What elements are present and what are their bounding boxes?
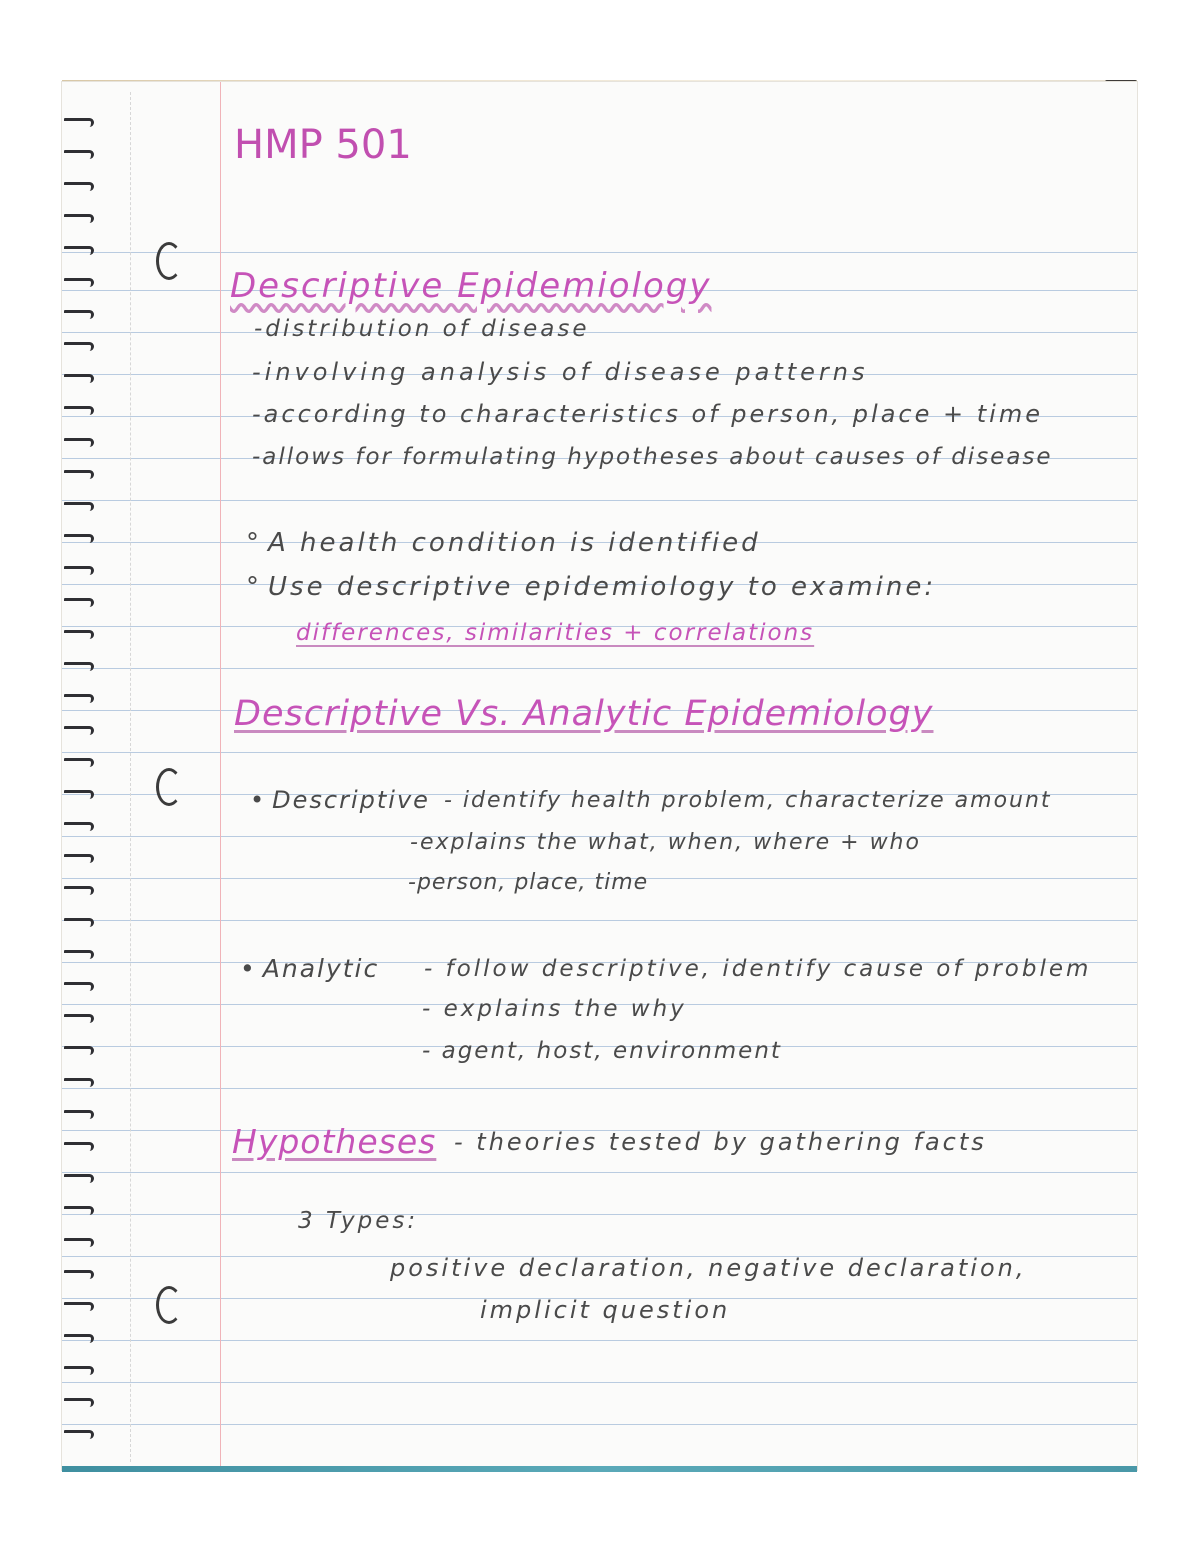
spiral-coil	[64, 438, 94, 447]
heading-descriptive-epidemiology: Descriptive Epidemiology	[230, 266, 712, 306]
bullet-text: A health condition is identified	[268, 528, 761, 558]
spiral-coil	[64, 374, 94, 383]
spiral-coil	[64, 470, 94, 479]
bullet-dot-icon: •	[240, 954, 257, 983]
spiral-coil	[64, 502, 94, 511]
spiral-coil	[64, 566, 94, 575]
spiral-coil	[64, 342, 94, 351]
ruled-line	[62, 1214, 1137, 1215]
bullet-text: Use descriptive epidemiology to examine:	[268, 572, 937, 602]
types-line-1: positive declaration, negative declaration,	[390, 1254, 1027, 1282]
line-involving: -involving analysis of disease patterns	[252, 358, 869, 386]
spiral-coil	[64, 1046, 94, 1055]
spiral-coil	[64, 182, 94, 191]
analytic-main: - follow descriptive, identify cause of problem	[424, 956, 1092, 982]
spiral-coil	[64, 950, 94, 959]
spiral-coil	[64, 1238, 94, 1247]
ruled-line	[62, 668, 1137, 669]
line-allows: -allows for formulating hypotheses about causes of disease	[252, 444, 1053, 470]
examine-items: differences, similarities + correlations	[296, 620, 815, 646]
spiral-coil	[64, 1334, 94, 1343]
ruled-line	[62, 920, 1137, 921]
page-bottom-edge	[62, 1466, 1137, 1472]
ruled-line	[62, 252, 1137, 253]
binder-hole	[156, 768, 182, 806]
hypotheses-definition: - theories tested by gathering facts	[454, 1128, 987, 1156]
spiral-coil	[64, 854, 94, 863]
heading-hypotheses: Hypotheses	[232, 1122, 437, 1161]
ruled-line	[62, 752, 1137, 753]
perforation-line	[130, 92, 131, 1462]
spiral-coil	[64, 1206, 94, 1215]
spiral-coil	[64, 1078, 94, 1087]
spiral-coil	[64, 918, 94, 927]
descriptive-main: - identify health problem, characterize amount	[444, 788, 1052, 813]
spiral-coil	[64, 598, 94, 607]
spiral-coil	[64, 886, 94, 895]
ruled-line	[62, 1424, 1137, 1425]
line-distribution: -distribution of disease	[254, 316, 590, 342]
ruled-line	[62, 1340, 1137, 1341]
spiral-coil	[64, 758, 94, 767]
line-according: -according to characteristics of person, place + time	[252, 400, 1043, 428]
spiral-coil	[64, 1110, 94, 1119]
ruled-line	[62, 500, 1137, 501]
binder-hole	[156, 242, 182, 280]
types-line-2: implicit question	[480, 1296, 731, 1324]
notebook-page	[62, 82, 1137, 1470]
ruled-line	[62, 1382, 1137, 1383]
spiral-coil	[64, 1366, 94, 1375]
spiral-coil	[64, 630, 94, 639]
spiral-coil	[64, 1430, 94, 1439]
spiral-coil	[64, 1302, 94, 1311]
spiral-coil	[64, 662, 94, 671]
bullet-circle-icon: °	[246, 572, 262, 602]
descriptive-sub-1: -explains the what, when, where + who	[410, 830, 921, 855]
spiral-coil	[64, 150, 94, 159]
spiral-coil	[64, 1174, 94, 1183]
heading-descriptive-vs-analytic: Descriptive Vs. Analytic Epidemiology	[234, 694, 934, 734]
spiral-coil	[64, 726, 94, 735]
spiral-coil	[64, 534, 94, 543]
descriptive-sub-2: -person, place, time	[408, 870, 649, 895]
spiral-coil	[64, 310, 94, 319]
spiral-coil	[64, 982, 94, 991]
bullet-use-descriptive	[246, 572, 936, 602]
ruled-line	[62, 1172, 1137, 1173]
spiral-coil	[64, 1270, 94, 1279]
descriptive-item	[250, 786, 430, 814]
spiral-coil	[64, 278, 94, 287]
spiral-coil	[64, 822, 94, 831]
descriptive-label: Descriptive	[272, 786, 430, 814]
spiral-coil	[64, 118, 94, 127]
ruled-line	[62, 1088, 1137, 1089]
bullet-health-condition	[246, 528, 761, 558]
margin-line	[220, 82, 221, 1470]
spiral-coil	[64, 246, 94, 255]
types-label: 3 Types:	[298, 1208, 419, 1234]
ruled-line	[62, 332, 1137, 333]
spiral-coil	[64, 1142, 94, 1151]
course-title: HMP 501	[234, 122, 412, 168]
spiral-coil	[64, 214, 94, 223]
bullet-dot-icon: •	[250, 786, 267, 814]
bullet-circle-icon: °	[246, 528, 262, 558]
spiral-coil	[64, 790, 94, 799]
analytic-item	[240, 954, 379, 983]
binder-hole	[156, 1286, 182, 1324]
analytic-sub-1: - explains the why	[422, 996, 687, 1022]
spiral-coil	[64, 406, 94, 415]
analytic-sub-2: - agent, host, environment	[422, 1038, 782, 1064]
spiral-coil	[64, 1398, 94, 1407]
spiral-coil	[64, 1014, 94, 1023]
analytic-label: Analytic	[262, 954, 380, 983]
spiral-coil	[64, 694, 94, 703]
